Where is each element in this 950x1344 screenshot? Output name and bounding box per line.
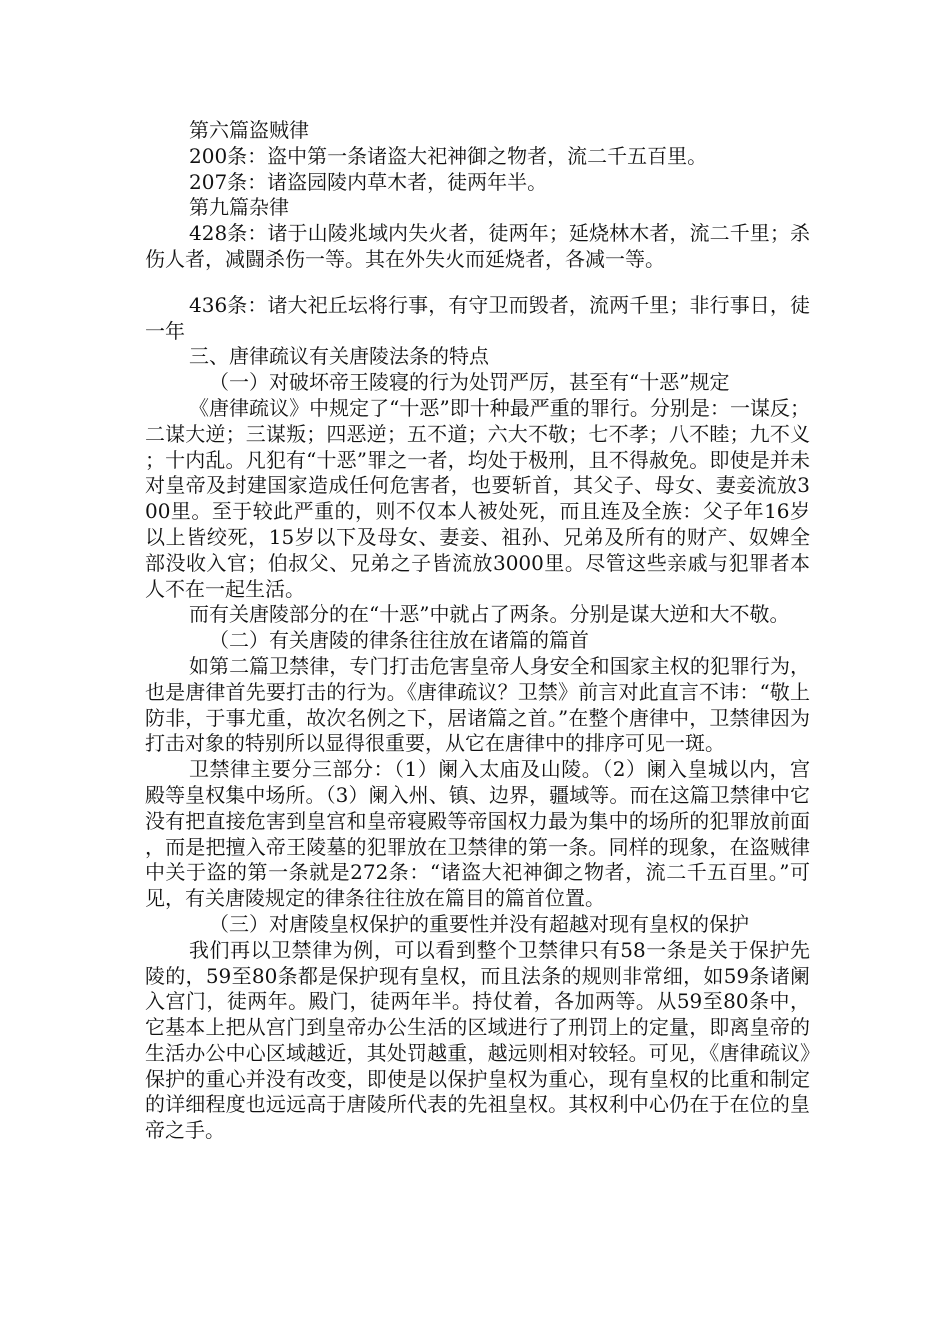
paragraph: （三）对唐陵皇权保护的重要性并没有超越对现有皇权的保护: [209, 911, 749, 936]
paragraph: 《唐律疏议》中规定了“十恶”即十种最严重的罪行。分别是：一谋反；二谋大逆；三谋叛；四恶逆；五不道；六大不敬；七不孝；八不睦；九不义；十内乱。凡犯有“十恶”罪之一者，均处于极刑，且不得赦免。即使是并未对皇帝及封建国家造成任何危害者，也要斩首，其父子、母女、妻妾流放300里。至于较此严重的，则不仅本人被处死，而且连及全族：父子年16岁以上皆绞死，15岁以下及母女、妻妾、祖孙、兄弟及所有的财产、奴婢全部没收入官；伯叔父、兄弟之子皆流放3000里。尽管这些亲戚与犯罪者本人不在一起生活。: [145, 395, 810, 601]
paragraph: 428条：诸于山陵兆域内失火者，徒两年；延烧林木者，流二千里；杀伤人者，减闘杀伤一等。其在外失火而延烧者，各减一等。: [145, 221, 810, 271]
paragraph-spacer: [145, 273, 810, 293]
paragraph: 而有关唐陵部分的在“十恶”中就占了两条。分别是谋大逆和大不敬。: [189, 602, 790, 627]
paragraph: 436条：诸大祀丘坛将行事，有守卫而毁者，流两千里；非行事日，徒一年: [145, 292, 810, 343]
paragraph: （一）对破坏帝王陵寝的行为处罚严厉，甚至有“十恶”规定: [209, 370, 730, 395]
paragraph: 207条：诸盗园陵内草木者，徒两年半。: [189, 169, 548, 194]
document-body: [145, 118, 810, 1144]
paragraph: 卫禁律主要分三部分：（1）阑入太庙及山陵。（2）阑入皇城以内，宫殿等皇权集中场所。（3）阑入州、镇、边界，疆域等。而在这篇卫禁律中它没有把直接危害到皇宫和皇帝寝殿等帝国权力最为集中的场所的犯罪放前面，而是把擅入帝王陵墓的犯罪放在卫禁律的第一条。同样的现象，在盗贼律中关于盗的第一条就是272条：“诸盗大祀神御之物者，流二千五百里。”可见，有关唐陵规定的律条往往放在篇目的篇首位置。: [145, 757, 810, 911]
paragraph: （二）有关唐陵的律条往往放在诸篇的篇首: [209, 628, 589, 653]
paragraph: 第六篇盗贼律: [189, 118, 309, 142]
paragraph: 如第二篇卫禁律，专门打击危害皇帝人身安全和国家主权的犯罪行为，也是唐律首先要打击的行为。《唐律疏议？卫禁》前言对此直言不讳：“敬上防非，于事尤重，故次名例之下，居诸篇之首。”在整个唐律中，卫禁律因为打击对象的特别所以显得很重要，从它在唐律中的排序可见一斑。: [145, 653, 810, 756]
paragraph: 200条：盗中第一条诸盗大祀神御之物者，流二千五百里。: [189, 143, 708, 168]
paragraph: 我们再以卫禁律为例，可以看到整个卫禁律只有58一条是关于保护先陵的，59至80条都是保护现有皇权，而且法条的规则非常细，如59条诸阑入宫门，徒两年。殿门，徒两年半。持仗着，各加两等。从59至80条中，它基本上把从宫门到皇帝办公生活的区域进行了刑罚上的定量，即离皇帝的生活办公中心区域越近，其处罚越重，越远则相对较轻。可见，《唐律疏议》保护的重心并没有改变，即使是以保护皇权为重心，现有皇权的比重和制定的详细程度也远远高于唐陵所代表的先祖皇权。其权利中心仍在于在位的皇帝之手。: [145, 937, 810, 1143]
paragraph: 三、唐律疏议有关唐陵法条的特点: [189, 344, 489, 369]
paragraph: 第九篇杂律: [189, 195, 289, 220]
